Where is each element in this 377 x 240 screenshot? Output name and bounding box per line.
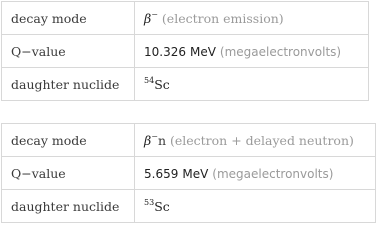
- daughter-label: daughter nuclide: [2, 190, 135, 223]
- table-row-decay-mode: [2, 124, 376, 157]
- decay-mode-value: [135, 2, 369, 35]
- daughter-nuclide: [135, 190, 376, 223]
- table-row-q-value: [2, 157, 376, 190]
- daughter-element: Sc: [154, 76, 170, 92]
- q-value-label: Q−value: [2, 157, 135, 190]
- q-value-unit: MeV: [182, 166, 209, 181]
- decay-mode-value: [135, 124, 376, 157]
- daughter-label: daughter nuclide: [2, 68, 135, 101]
- daughter-nuclide: [135, 68, 369, 101]
- table-row-decay-mode: [2, 2, 369, 35]
- table-row-daughter: [2, 68, 369, 101]
- daughter-element: Sc: [154, 198, 170, 214]
- decay-symbol-sup: −: [151, 9, 158, 19]
- decay-table-1: [1, 1, 369, 101]
- q-value-unit: MeV: [189, 44, 216, 59]
- decay-mode-label: decay mode: [2, 2, 135, 35]
- q-value-number: 5.659: [144, 166, 179, 181]
- q-value-cell: [135, 157, 376, 190]
- q-value-cell: [135, 35, 369, 68]
- q-value-label: Q−value: [2, 35, 135, 68]
- decay-symbol: β: [144, 132, 152, 148]
- decay-symbol-sup: −: [151, 131, 158, 141]
- decay-mode-label: decay mode: [2, 124, 135, 157]
- decay-table-2: [1, 123, 376, 223]
- table-row-q-value: [2, 35, 369, 68]
- table-row-daughter: [2, 190, 376, 223]
- daughter-mass-number: 53: [144, 197, 155, 207]
- decay-description: (electron emission): [161, 10, 284, 26]
- q-value-unit-long: (megaelectronvolts): [219, 44, 342, 59]
- decay-description: (electron + delayed neutron): [169, 132, 354, 148]
- q-value-unit-long: (megaelectronvolts): [212, 166, 334, 181]
- daughter-mass-number: 54: [144, 75, 155, 85]
- decay-symbol-suffix: n: [157, 132, 166, 148]
- decay-symbol: β: [144, 10, 152, 26]
- q-value-number: 10.326: [144, 44, 186, 59]
